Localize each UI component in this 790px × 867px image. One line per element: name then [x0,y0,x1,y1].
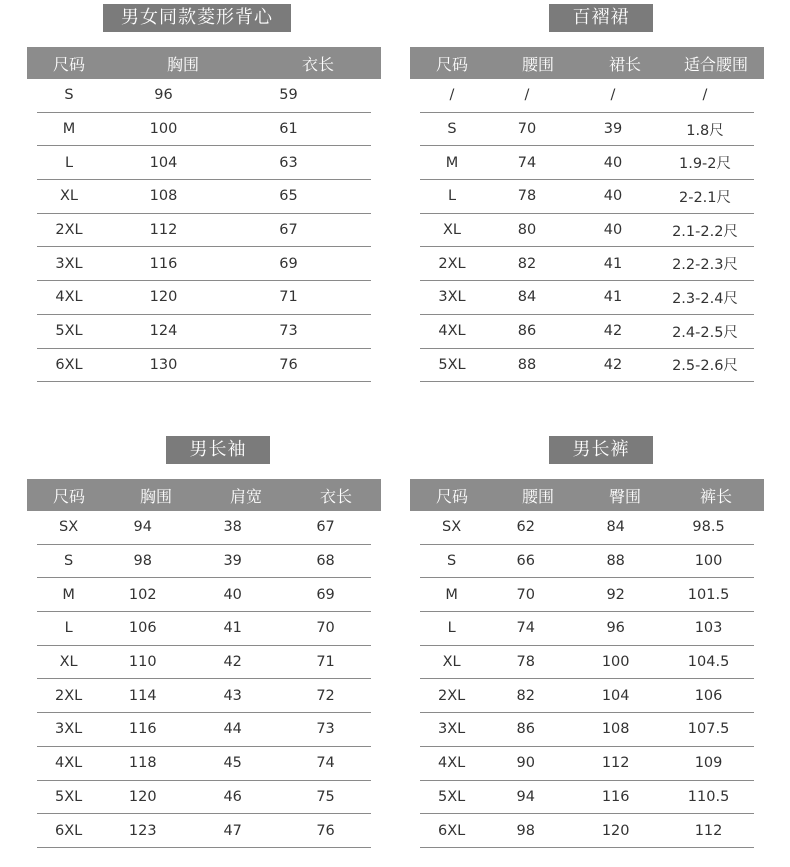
table-cell: / [702,87,708,104]
table-cell: 42 [223,654,242,671]
table-cell: 44 [223,721,242,738]
table-cell: 41 [603,255,623,272]
table-cell: S [447,121,457,138]
column-header: 胸围 [139,486,172,506]
table-cell: L [447,188,457,205]
table-row [420,545,754,579]
table-cell: 109 [694,755,723,772]
table-cell: 2.4-2.5尺 [672,324,738,341]
table-cell: 74 [316,755,335,772]
table-row [37,247,371,281]
table-row [420,679,754,713]
table-cell: M [62,121,76,138]
table-cell: 103 [694,620,723,637]
table-cell: 96 [606,620,625,637]
table-cell: 41 [223,620,242,637]
table-cell: 39 [223,553,242,570]
table-cell: 84 [606,519,625,536]
table-cell: 6XL [55,356,83,373]
table-cell: 107.5 [687,721,730,738]
column-header: 尺码 [52,486,85,506]
vest-size-table [27,47,381,382]
table-cell: 2.3-2.4尺 [672,290,738,307]
column-header: 臀围 [608,486,641,506]
table-header [27,47,381,79]
table-body [420,511,754,848]
table-cell: 38 [223,519,242,536]
table-row [420,281,754,315]
table-cell: 2XL [55,222,83,239]
table-cell: 2XL [55,687,83,704]
table-cell: 1.8尺 [686,122,724,139]
table-row [420,247,754,281]
column-header: 裤长 [699,486,732,506]
table-cell: 98.5 [692,519,725,536]
table-cell: SX [59,519,79,536]
table-row [37,281,371,315]
table-row [420,315,754,349]
table-cell: 45 [223,755,242,772]
table-row [37,781,371,815]
table-cell: 1.9-2尺 [678,156,732,173]
table-cell: 120 [149,289,178,306]
table-cell: 6XL [438,822,466,839]
table-cell: 5XL [438,788,466,805]
table-row [37,214,371,248]
shirt-size-table [27,479,381,848]
table-cell: 84 [517,289,537,306]
table-cell: M [62,586,75,603]
table-cell: 76 [279,356,298,373]
pants-size-title: 男长裤 [549,436,653,464]
column-header: 肩宽 [229,486,262,506]
table-cell: 2.2-2.3尺 [672,257,738,274]
column-header: 胸围 [166,54,199,74]
table-cell: 41 [603,289,623,306]
table-cell: 118 [128,755,157,772]
table-cell: 2.1-2.2尺 [672,223,738,240]
column-header: 衣长 [319,486,352,506]
table-cell: 88 [606,553,625,570]
table-cell: / [610,87,616,104]
table-cell: 112 [149,222,178,239]
table-row [420,511,754,545]
table-cell: 112 [694,822,723,839]
table-cell: / [449,87,455,104]
column-header: 衣长 [301,54,334,74]
table-cell: 67 [279,222,298,239]
table-row [37,713,371,747]
table-cell: 116 [128,721,157,738]
table-row [37,180,371,214]
table-cell: 110 [128,654,157,671]
table-cell: 40 [223,586,242,603]
table-cell: 42 [603,323,623,340]
table-cell: 62 [516,519,535,536]
table-cell: 112 [601,755,630,772]
table-cell: 120 [128,788,157,805]
table-cell: 67 [316,519,335,536]
table-cell: 3XL [55,255,83,272]
table-cell: 100 [601,654,630,671]
table-row [37,349,371,383]
table-row [37,315,371,349]
table-row [37,578,371,612]
table-cell: XL [59,654,78,671]
table-cell: 40 [603,222,623,239]
table-cell: 108 [149,188,178,205]
table-cell: 92 [606,586,625,603]
table-row [420,79,754,113]
table-cell: 5XL [55,323,83,340]
table-cell: M [445,586,458,603]
table-cell: 100 [694,553,723,570]
table-cell: 76 [316,822,335,839]
table-cell: 98 [516,822,535,839]
table-cell: 6XL [55,822,83,839]
table-cell: 73 [279,323,298,340]
table-row [420,612,754,646]
table-cell: 63 [279,154,298,171]
table-cell: 98 [133,553,152,570]
table-cell: 69 [279,255,298,272]
table-cell: 70 [516,586,535,603]
table-cell: 72 [316,687,335,704]
table-cell: 78 [517,188,537,205]
table-cell: 68 [316,553,335,570]
table-cell: 69 [316,586,335,603]
table-cell: XL [59,188,78,205]
table-cell: 78 [516,654,535,671]
table-cell: 2-2.1尺 [678,189,732,206]
pants-size-table [410,479,764,848]
table-cell: 3XL [438,289,466,306]
column-header: 裙长 [608,54,641,74]
table-row [37,545,371,579]
table-cell: 40 [603,188,623,205]
table-cell: 5XL [55,788,83,805]
table-cell: XL [442,654,461,671]
table-header [410,479,764,511]
table-row [37,79,371,113]
table-cell: 47 [223,822,242,839]
table-cell: 123 [128,822,157,839]
table-cell: 59 [279,87,298,104]
table-cell: 2XL [438,255,466,272]
table-cell: 70 [316,620,335,637]
skirt-size-title: 百褶裙 [549,4,653,32]
table-cell: 61 [279,121,298,138]
table-cell: 42 [603,356,623,373]
table-header [410,47,764,79]
table-row [37,612,371,646]
table-row [37,679,371,713]
table-header [27,479,381,511]
table-body [420,79,754,382]
table-cell: 96 [154,87,173,104]
table-cell: XL [442,222,461,239]
table-cell: 88 [517,356,537,373]
table-body [37,79,371,382]
table-cell: 104.5 [687,654,730,671]
table-cell: S [64,87,74,104]
skirt-size-table [410,47,764,382]
table-cell: S [64,553,74,570]
table-cell: 71 [316,654,335,671]
table-cell: 73 [316,721,335,738]
table-cell: 74 [516,620,535,637]
column-header: 腰围 [521,54,554,74]
table-cell: 104 [149,154,178,171]
table-cell: 120 [601,822,630,839]
table-cell: 130 [149,356,178,373]
column-header: 尺码 [52,54,85,74]
table-cell: 102 [128,586,157,603]
table-cell: S [447,553,457,570]
table-cell: 46 [223,788,242,805]
table-cell: L [447,620,456,637]
table-cell: SX [442,519,462,536]
vest-size-title: 男女同款菱形背心 [103,4,291,32]
table-cell: 66 [516,553,535,570]
table-row [37,747,371,781]
table-cell: 106 [694,687,723,704]
table-cell: L [64,154,74,171]
table-row [37,646,371,680]
table-cell: 74 [517,154,537,171]
column-header: 腰围 [521,486,554,506]
table-cell: 2.5-2.6尺 [672,358,738,375]
table-row [420,747,754,781]
table-row [420,578,754,612]
table-cell: 86 [516,721,535,738]
table-cell: 110.5 [687,788,730,805]
table-cell: 100 [149,121,178,138]
column-header: 尺码 [435,54,468,74]
table-row [37,511,371,545]
table-row [420,113,754,147]
table-row [420,180,754,214]
table-cell: 94 [133,519,152,536]
table-row [420,713,754,747]
table-cell: 40 [603,154,623,171]
table-row [420,646,754,680]
table-cell: 65 [279,188,298,205]
table-cell: 82 [517,255,537,272]
table-body [37,511,371,848]
table-cell: 80 [517,222,537,239]
table-cell: 3XL [438,721,466,738]
table-cell: 43 [223,687,242,704]
table-cell: L [64,620,73,637]
table-cell: 114 [128,687,157,704]
table-cell: 124 [149,323,178,340]
table-cell: 4XL [55,289,83,306]
table-cell: 108 [601,721,630,738]
table-cell: 5XL [438,356,466,373]
table-cell: 3XL [55,721,83,738]
table-row [37,113,371,147]
table-cell: 116 [149,255,178,272]
table-cell: 82 [516,687,535,704]
table-cell: 116 [601,788,630,805]
table-cell: / [524,87,530,104]
column-header: 适合腰围 [683,54,748,74]
table-cell: M [445,154,459,171]
table-cell: 94 [516,788,535,805]
table-row [420,349,754,383]
table-cell: 2XL [438,687,466,704]
table-cell: 70 [517,121,537,138]
table-cell: 104 [601,687,630,704]
table-cell: 4XL [438,755,466,772]
table-cell: 86 [517,323,537,340]
table-cell: 106 [128,620,157,637]
shirt-size-title: 男长袖 [166,436,270,464]
table-cell: 39 [603,121,623,138]
table-cell: 4XL [438,323,466,340]
table-row [37,814,371,848]
table-cell: 101.5 [687,586,730,603]
table-row [420,214,754,248]
table-cell: 71 [279,289,298,306]
table-cell: 4XL [55,755,83,772]
table-cell: 90 [516,755,535,772]
table-row [37,146,371,180]
table-cell: 75 [316,788,335,805]
column-header: 尺码 [435,486,468,506]
table-row [420,146,754,180]
table-row [420,781,754,815]
table-row [420,814,754,848]
